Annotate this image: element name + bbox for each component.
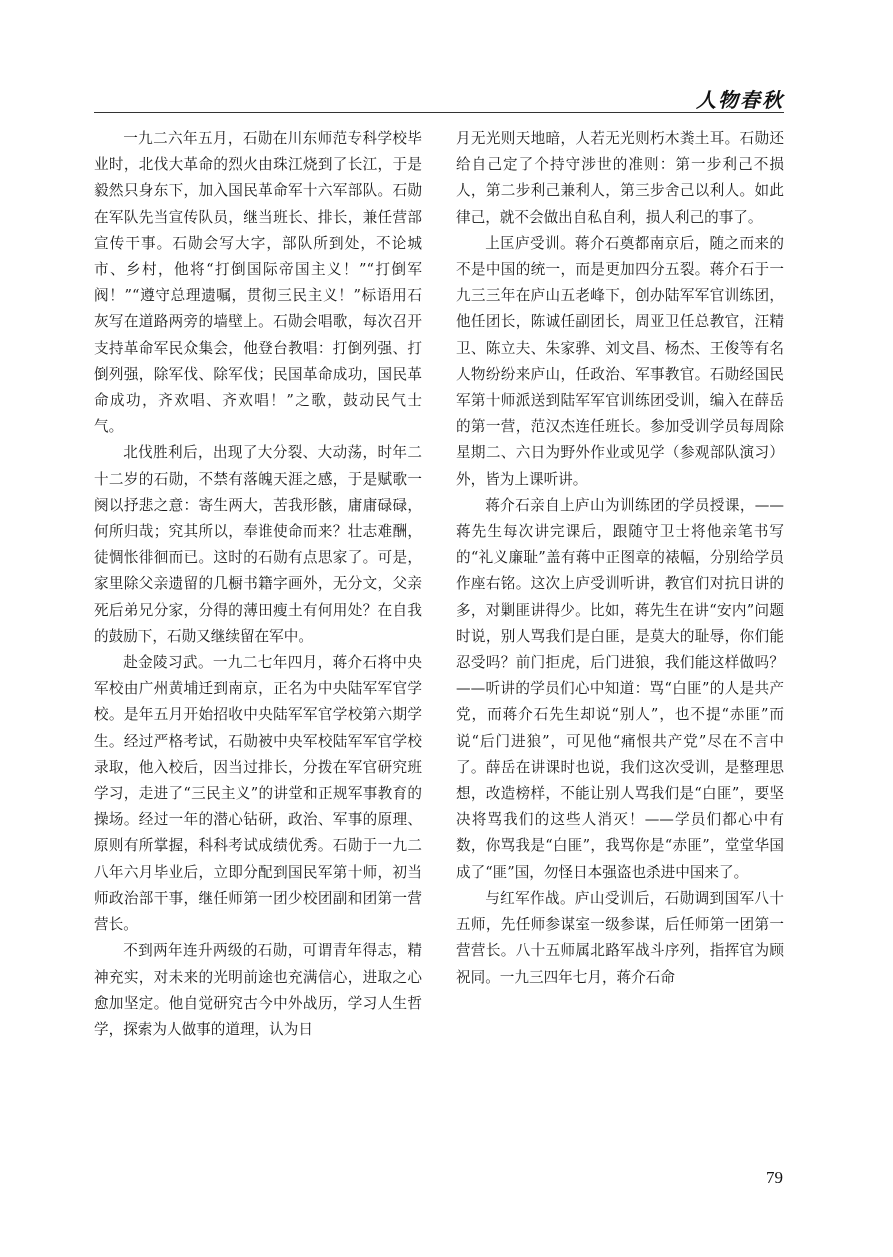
running-header <box>94 84 784 113</box>
paragraph: 一九二六年五月，石勋在川东师范专科学校毕业时，北伐大革命的烈火由珠江烧到了长江，于是毅然只身东下，加入国民革命军十六军部队。石勋在军队先当宣传队员，继当班长、排长，兼任营部宣传干事。石勋会写大字，部队所到处，不论城市、乡村，他将“打倒国际帝国主义！”“打倒军阀！”“遵守总理遗嘱，贯彻三民主义！”标语用石灰写在道路两旁的墙壁上。石勋会唱歌，每次召开支持革命军民众集会，他登台教唱：打倒列强、打倒列强，除军伐、除军伐；民国革命成功，国民革命成功，齐欢唱、齐欢唱！”之歌，鼓动民气士气。 <box>94 130 422 436</box>
paragraph: 蒋介石亲自上庐山为训练团的学员授课，——蒋先生每次讲完课后，跟随守卫士将他亲笔书写的“礼义廉耻”盖有蒋中正图章的裱幅，分别给学员作座右铭。这次上庐受训听讲，教官们对抗日讲的多，对剿匪讲得少。比如，蒋先生在讲“安内”问题时说，别人骂我们是白匪，是莫大的耻辱，你们能忍受吗？前门拒虎，后门进狼，我们能这样做吗？——听讲的学员们心中知道：骂“白匪”的人是共产党，而蒋介石先生却说“别人”，也不提“赤匪”而说“后门进狼”，可见他“痛恨共产党”尽在不言中了。薛岳在讲课时也说，我们这次受训，是整理思想，改造榜样，不能让别人骂我们是“白匪”，要坚决将骂我们的这些人消灭！——学员们都心中有数，你骂我是“白匪”，我骂你是“赤匪”，堂堂华国成了“匪”国，勿怪日本强盗也杀进中国来了。 <box>456 496 784 881</box>
paragraph-continuation: 月无光则天地暗，人若无光则朽木粪土耳。石勋还给自己定了个持守涉世的准则：第一步利己不损人，第二步利己兼利人，第三步舍己以利人。如此律己，就不会做出自私自利，损人利己的事了。 <box>456 130 784 226</box>
paragraph: 上匡庐受训。蒋介石奠都南京后，随之而来的不是中国的统一，而是更加四分五裂。蒋介石于一九三三年在庐山五老峰下，创办陆军军官训练团，他任团长，陈诚任副团长，周亚卫任总教官，汪精卫、陈立夫、朱家骅、刘文昌、杨杰、王俊等有名人物纷纷来庐山，任政治、军事教官。石勋经国民军第十师派送到陆军军官训练团受训，编入在薛岳的第一营，范汉杰连任班长。参加受训学员每周除星期二、六日为野外作业或见学（参观部队演习）外，皆为上课听讲。 <box>456 234 784 488</box>
paragraph: 与红军作战。庐山受训后，石勋调到国军八十五师，先任师参谋室一级参谋，后任师第一团第一营营长。八十五师属北路军战斗序列，指挥官为顾祝同。一九三四年七月，蒋介石命 <box>456 889 784 986</box>
section-title: 人物春秋 <box>696 88 784 112</box>
paragraph: 不到两年连升两级的石勋，可谓青年得志，精神充实，对未来的光明前途也充满信心，进取之心愈加坚定。他自觉研究古今中外战历，学习人生哲学，探索为人做事的道理，认为日 <box>94 942 422 1038</box>
page-number: 79 <box>766 1168 783 1187</box>
right-column <box>456 126 784 991</box>
paragraph: 北伐胜利后，出现了大分裂、大动荡，时年二十二岁的石勋，不禁有落魄天涯之感，于是赋歌一阕以抒悲之意：寄生两大，苦我形骸，庸庸碌碌，何所归哉；究其所以，奉谁使命而来？壮志难酬，徒惆怅徘徊而已。这时的石勋有点思家了。可是，家里除父亲遗留的几橱书籍字画外，无分文，父亲死后弟兄分家，分得的薄田瘦土有何用处？在自我的鼓励下，石勋又继续留在军中。 <box>94 444 422 645</box>
left-column <box>94 126 422 1043</box>
paragraph: 赴金陵习武。一九二七年四月，蒋介石将中央军校由广州黄埔迁到南京，正名为中央陆军军官学校。是年五月开始招收中央陆军军官学校第六期学生。经过严格考试，石勋被中央军校陆军军官学校录取，他入校后，因当过排长，分拨在军官研究班学习，走进了“三民主义”的讲堂和正规军事教育的操场。经过一年的潜心钻研，政治、军事的原理、原则有所掌握，科科考试成绩优秀。石勋于一九二八年六月毕业后，立即分配到国民军第十师，初当师政治部干事，继任师第一团少校团副和团第一营营长。 <box>94 654 422 934</box>
